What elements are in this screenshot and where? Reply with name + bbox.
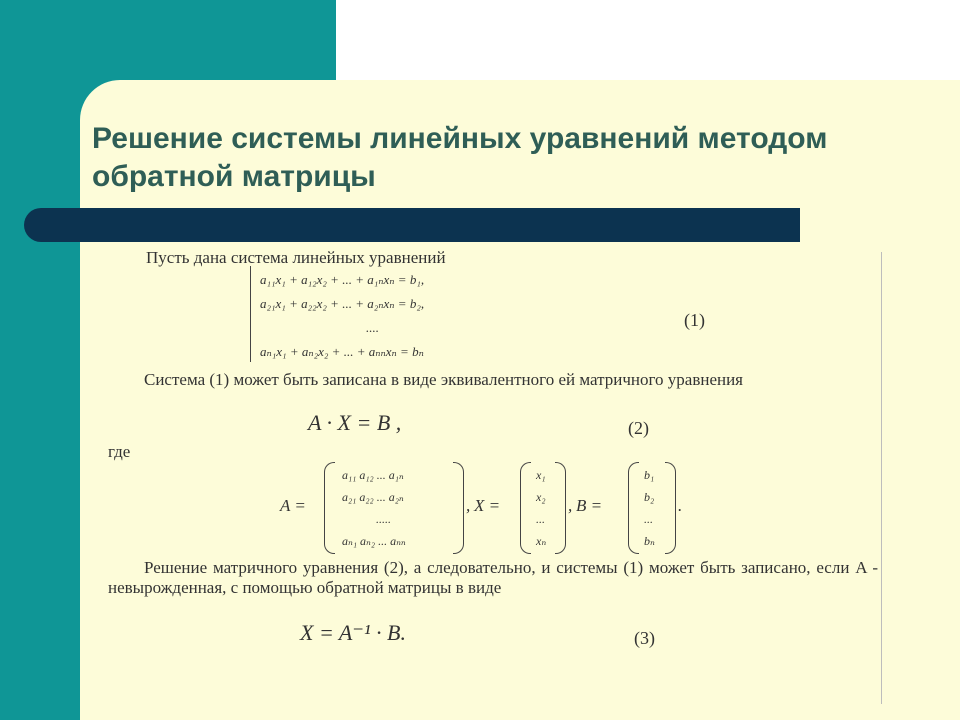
- system-line-1: a₁₁x₁ + a₁₂x₂ + ... + a₁ₙxₙ = b₁,: [260, 272, 425, 287]
- matrix-b-row-4: bₙ: [644, 534, 655, 548]
- where-text: где: [108, 442, 131, 461]
- paragraph-2: Решение матричного уравнения (2), а следовательно, и системы (1) может быть записано, если A - невырожденная, с помощью обратной матрицы в виде: [108, 558, 878, 597]
- matrix-b-left-paren: [628, 462, 639, 554]
- equation-number-1: (1): [684, 310, 705, 330]
- matrix-x-label: X =: [474, 496, 501, 515]
- matrix-b-separator: .: [678, 496, 683, 515]
- matrix-x-right-paren: [555, 462, 566, 554]
- matrix-a-right-paren: [453, 462, 464, 554]
- system-line-3: ....: [366, 320, 379, 335]
- matrix-b-label: B =: [576, 496, 603, 515]
- matrix-x-row-4: xₙ: [536, 534, 547, 548]
- paragraph-1: Система (1) может быть записана в виде эквивалентного ей матричного уравнения: [144, 370, 744, 389]
- matrix-b: [628, 462, 676, 554]
- slide-title: Решение системы линейных уравнений методом обратной матрицы: [92, 122, 828, 193]
- matrix-x-left-paren: [520, 462, 531, 554]
- matrix-x-separator: ,: [568, 496, 573, 515]
- document-edge-line: [881, 252, 882, 704]
- document-image: [108, 244, 878, 700]
- system-line-2: a₂₁x₁ + a₂₂x₂ + ... + a₂ₙxₙ = b₂,: [260, 296, 425, 311]
- matrix-x-row-3: ...: [536, 512, 545, 526]
- system-line-4: aₙ₁x₁ + aₙ₂x₂ + ... + aₙₙxₙ = bₙ: [260, 344, 424, 359]
- matrix-a-row-3: .....: [376, 512, 391, 526]
- matrix-a: [324, 462, 464, 554]
- matrix-x-row-2: x₂: [536, 490, 546, 504]
- matrix-b-row-3: ...: [644, 512, 653, 526]
- matrix-b-row-2: b₂: [644, 490, 655, 504]
- matrix-x-row-1: x₁: [536, 468, 546, 482]
- matrix-a-label: A =: [280, 496, 306, 515]
- matrix-a-row-4: aₙ₁ aₙ₂ ... aₙₙ: [342, 534, 406, 548]
- matrix-a-separator: ,: [466, 496, 471, 515]
- equation-number-2: (2): [628, 418, 649, 438]
- system-brace: [250, 266, 257, 362]
- title-underline-bar: [24, 208, 800, 242]
- matrix-b-right-paren: [665, 462, 676, 554]
- equation-2: A · X = B ,: [308, 410, 402, 435]
- matrix-a-left-paren: [324, 462, 335, 554]
- equation-3: X = A⁻¹ · B.: [300, 620, 406, 645]
- equation-number-3: (3): [634, 628, 655, 648]
- matrix-a-row-1: a₁₁ a₁₂ ... a₁ₙ: [342, 468, 404, 482]
- matrix-a-row-2: a₂₁ a₂₂ ... a₂ₙ: [342, 490, 404, 504]
- intro-text: Пусть дана система линейных уравнений: [146, 248, 446, 267]
- matrix-x: [520, 462, 566, 554]
- matrix-b-row-1: b₁: [644, 468, 655, 482]
